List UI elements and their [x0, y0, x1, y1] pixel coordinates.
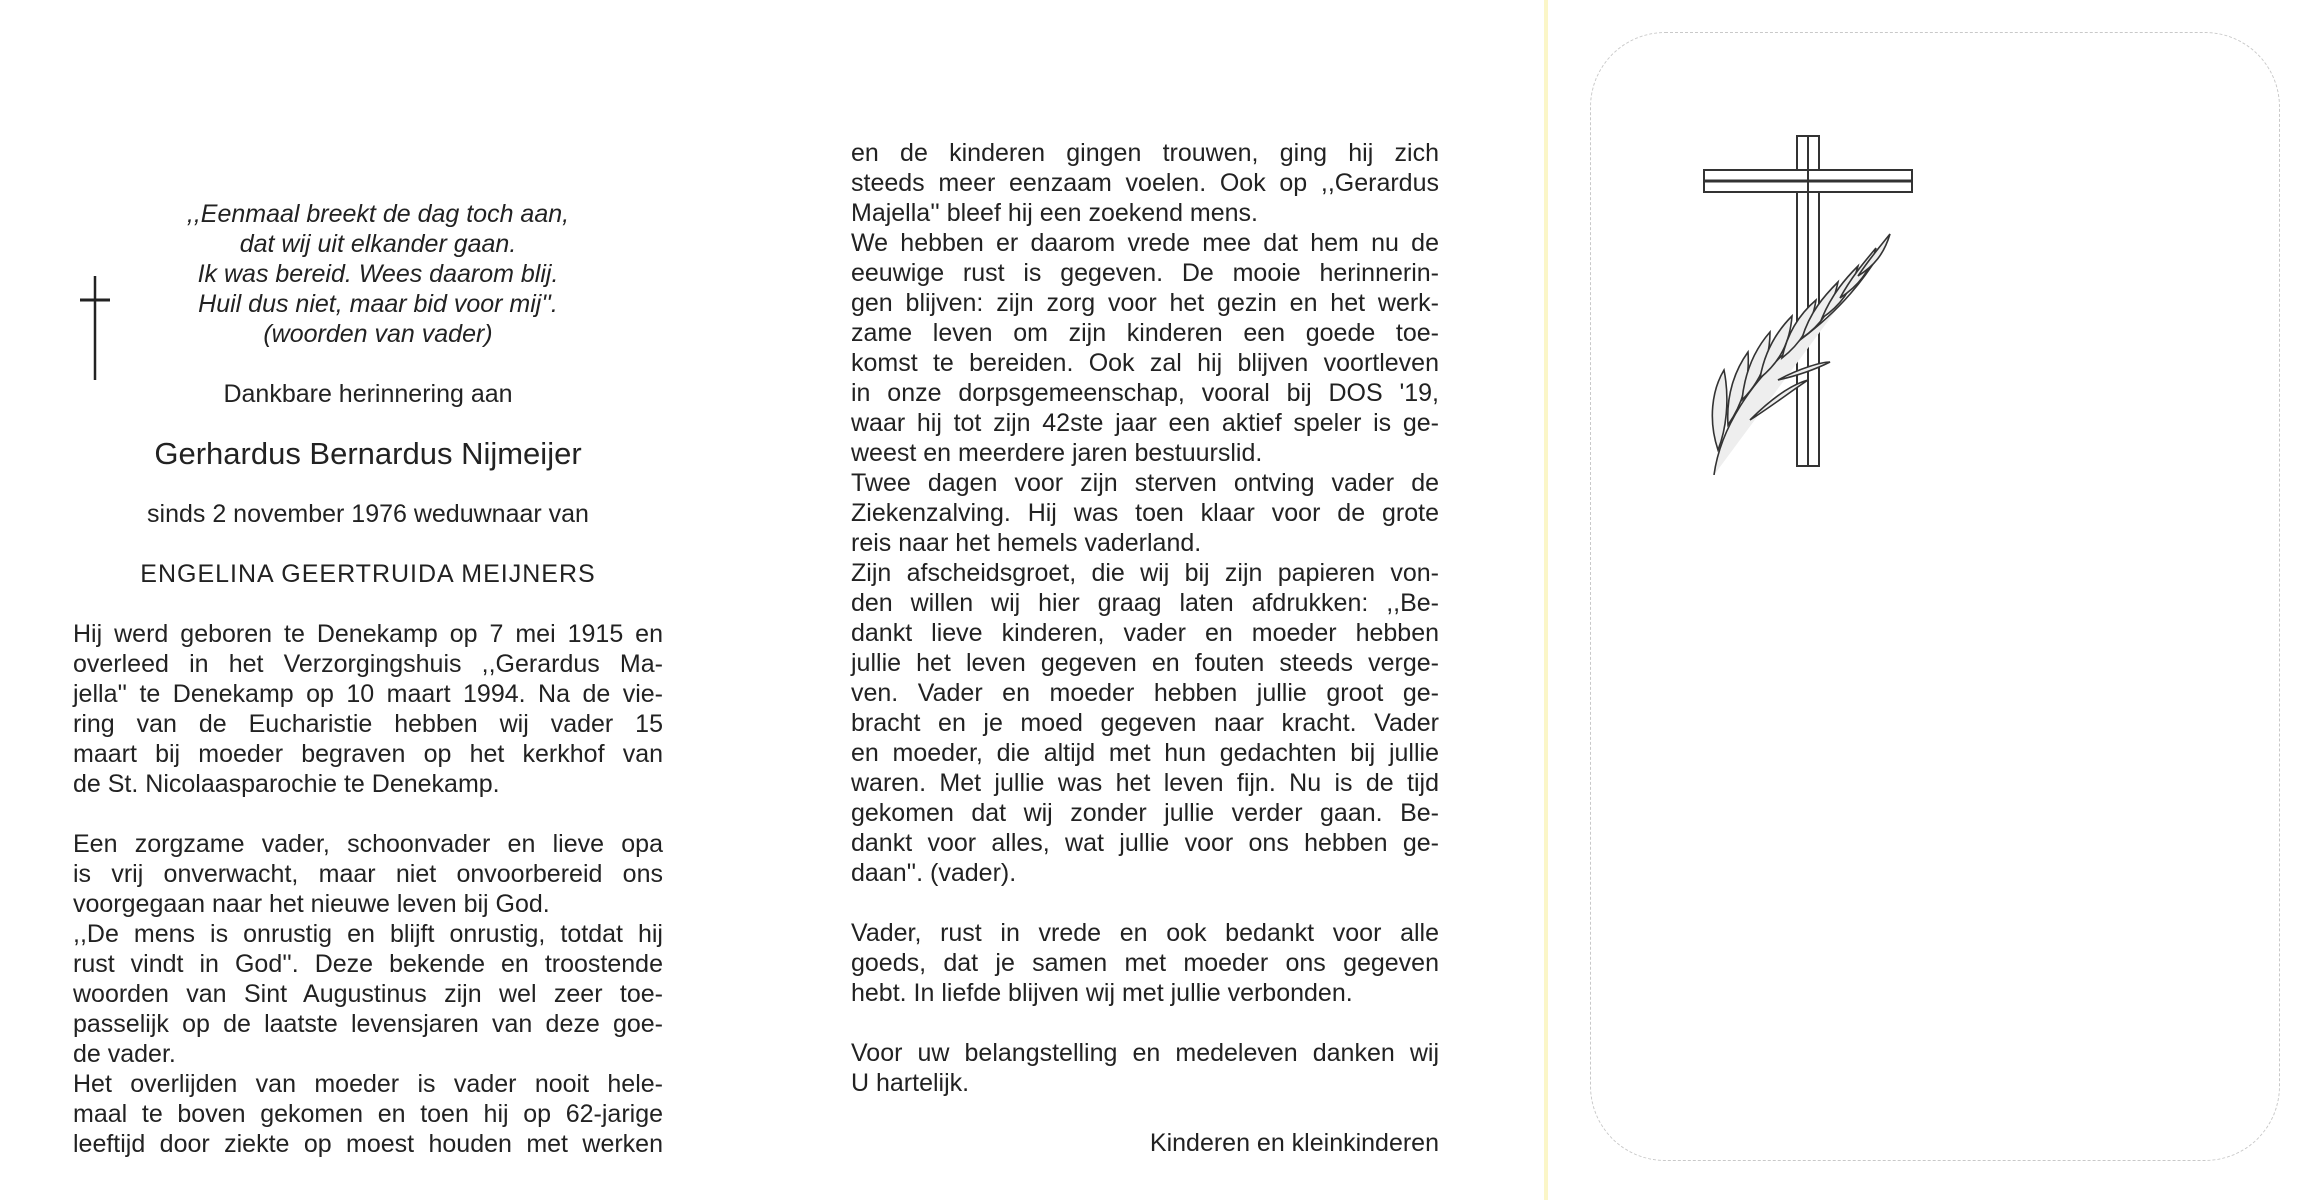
text-line: We hebben er daarom vrede mee dat hem nu de — [851, 229, 1439, 257]
text-line: waar hij tot zijn 42ste jaar een aktief speler is ge- — [851, 409, 1439, 437]
text-line: daan''. (vader). — [851, 859, 1017, 887]
text-line: Zijn afscheidsgroet, die wij bij zijn papieren von- — [851, 559, 1439, 587]
text-line: Twee dagen voor zijn sterven ontving vader de — [851, 469, 1439, 497]
text-line: voorgegaan naar het nieuwe leven bij God. — [73, 890, 550, 918]
paragraph — [851, 468, 1439, 558]
middle-body-text — [851, 138, 1439, 1098]
text-line: Een zorgzame vader, schoonvader en lieve opa — [73, 830, 663, 858]
widower-line: sinds 2 november 1976 weduwnaar van — [147, 500, 589, 528]
text-line: zame leven om zijn kinderen een goede toe- — [851, 319, 1439, 347]
text-line: bracht en je moed gegeven naar kracht. Vader — [851, 709, 1439, 737]
text-line: dankt voor alles, wat jullie voor ons hebben ge- — [851, 829, 1439, 857]
text-line: maart bij moeder begraven op het kerkhof van — [73, 740, 663, 768]
signature: Kinderen en kleinkinderen — [1149, 1129, 1439, 1157]
text-line: de St. Nicolaasparochie te Denekamp. — [73, 770, 500, 798]
text-line: hebt. In liefde blijven wij met jullie verbonden. — [851, 979, 1353, 1007]
paragraph — [73, 829, 663, 919]
text-line: en de kinderen gingen trouwen, ging hij zich — [851, 139, 1439, 167]
paragraph — [851, 558, 1439, 888]
text-line: Majella'' bleef hij een zoekend mens. — [851, 199, 1259, 227]
card-fold-line — [1544, 0, 1548, 1200]
text-line: jullie het leven gegeven en fouten steeds verge- — [851, 649, 1439, 677]
paragraph — [73, 619, 663, 799]
text-line: passelijk op de laatste levensjaren van deze goe- — [73, 1010, 663, 1038]
text-line: waren. Met jullie was het leven fijn. Nu is de tijd — [851, 769, 1439, 797]
text-line: maal te boven gekomen en toen hij op 62-jarige — [73, 1100, 663, 1128]
quote-line: Huil dus niet, maar bid voor mij''. — [198, 290, 558, 318]
paragraph — [73, 1069, 663, 1159]
text-line: jella'' te Denekamp op 10 maart 1994. Na de vie- — [73, 680, 663, 708]
text-line: woorden van Sint Augustinus zijn wel zeer toe- — [73, 980, 663, 1008]
text-line: de vader. — [73, 1040, 176, 1068]
paragraph — [73, 919, 663, 1069]
text-line: Vader, rust in vrede en ook bedankt voor alle — [851, 919, 1439, 947]
text-line: ,,De mens is onrustig en blijft onrustig, totdat hij — [73, 920, 663, 948]
text-line: Voor uw belangstelling en medeleven danken wij — [851, 1039, 1439, 1067]
text-line: overleed in het Verzorgingshuis ,,Gerardus Ma- — [73, 650, 663, 678]
paragraph — [851, 918, 1439, 1008]
text-line: rust vindt in God''. Deze bekende en troostende — [73, 950, 663, 978]
left-column — [73, 199, 663, 1159]
quote-line: Ik was bereid. Wees daarom blij. — [197, 260, 559, 288]
text-line: steeds meer eenzaam voelen. Ook op ,,Gerardus — [851, 169, 1439, 197]
text-line: eeuwige rust is gegeven. De mooie herinnerin- — [851, 259, 1439, 287]
text-line: dankt lieve kinderen, vader en moeder hebben — [851, 619, 1439, 647]
text-line: komst te bereiden. Ook zal hij blijven voortleven — [851, 349, 1439, 377]
quote-line: dat wij uit elkander gaan. — [239, 230, 517, 258]
middle-column — [851, 138, 1439, 1158]
quote-line: ,,Eenmaal breekt de dag toch aan, — [186, 200, 570, 228]
text-line: is vrij onverwacht, maar niet onvoorbereid ons — [73, 860, 663, 888]
text-line: U hartelijk. — [851, 1069, 970, 1097]
spouse-name: ENGELINA GEERTRUIDA MEIJNERS — [140, 560, 596, 588]
text-line: weest en meerdere jaren bestuurslid. — [851, 439, 1263, 467]
left-body-text — [73, 619, 663, 1159]
text-line: en moeder, die altijd met hun gedachten bij jullie — [851, 739, 1439, 767]
text-line: leeftijd door ziekte op moest houden met werken — [73, 1130, 663, 1158]
text-line: Ziekenzalving. Hij was toen klaar voor de grote — [851, 499, 1439, 527]
text-line: gekomen dat wij zonder jullie verder gaan. Be- — [851, 799, 1439, 827]
paragraph — [851, 138, 1439, 228]
deceased-name: Gerhardus Bernardus Nijmeijer — [154, 436, 582, 471]
text-line: ven. Vader en moeder hebben jullie groot ge- — [851, 679, 1439, 707]
text-line: goeds, dat je samen met moeder ons gegeven — [851, 949, 1439, 977]
cross-with-wheat-icon — [1690, 130, 1930, 475]
text-line: gen blijven: zijn zorg voor het gezin en het werk- — [851, 289, 1439, 317]
quote-attribution: (woorden van vader) — [263, 320, 493, 348]
intro-text: Dankbare herinnering aan — [223, 380, 513, 408]
text-line: Het overlijden van moeder is vader nooit hele- — [73, 1070, 663, 1098]
text-line: ring van de Eucharistie hebben wij vader 15 — [73, 710, 663, 738]
text-line: reis naar het hemels vaderland. — [851, 529, 1202, 557]
paragraph — [851, 1038, 1439, 1098]
text-line: den willen wij hier graag laten afdrukken: ,,Be- — [851, 589, 1439, 617]
memorial-quote — [73, 199, 663, 349]
paragraph — [851, 228, 1439, 468]
text-line: Hij werd geboren te Denekamp op 7 mei 1915 en — [73, 620, 663, 648]
text-line: in onze dorpsgemeenschap, vooral bij DOS '19, — [851, 379, 1439, 407]
